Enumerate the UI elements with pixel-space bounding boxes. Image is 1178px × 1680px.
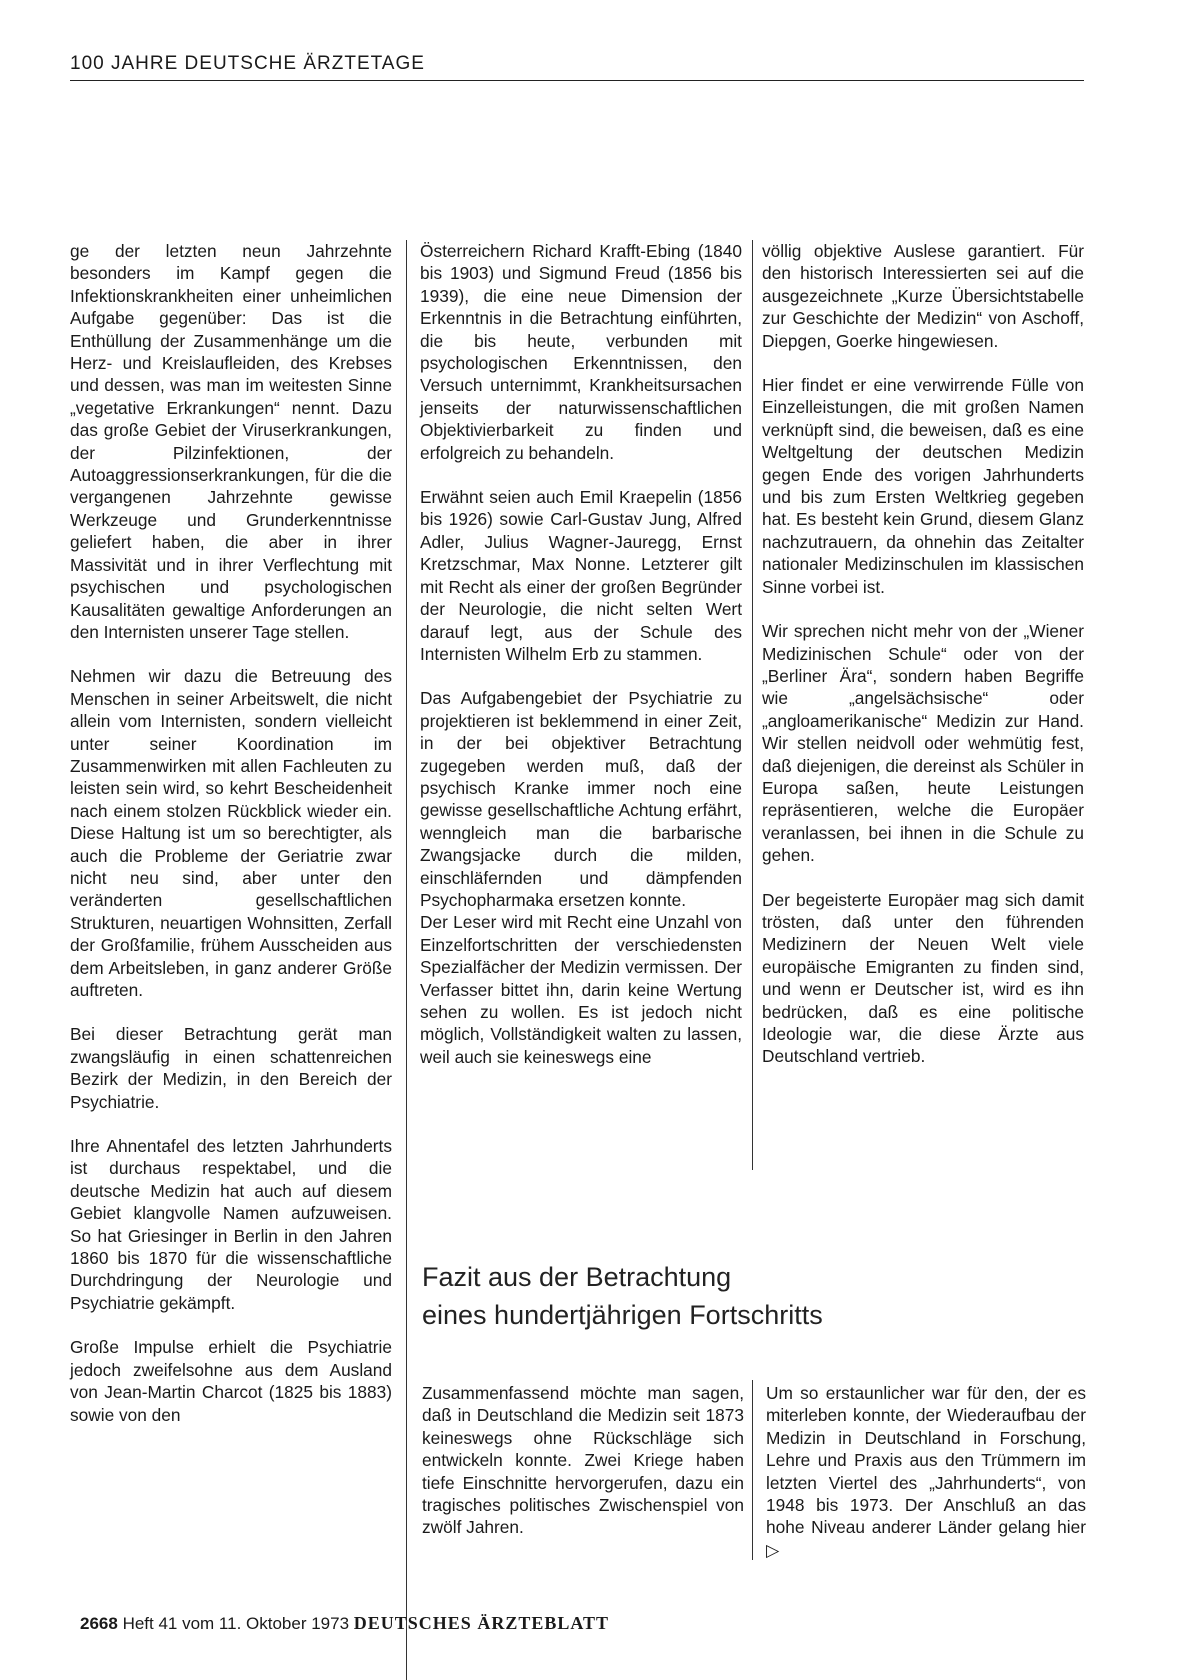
fazit-column-right [766,1382,1086,1583]
header-rule [70,80,1084,81]
paragraph: Bei dieser Betrachtung gerät man zwangsläufig in einen schattenreichen Bezirk der Medizin, in den Bereich der Psychiatrie. [70,1024,392,1112]
fazit-column-left [422,1382,744,1561]
paragraph: Hier findet er eine verwirrende Fülle von Einzelleistungen, die mit großen Namen verknüpft sind, die beweisen, daß es eine Weltgeltung der deutschen Medizin gegen Ende des vorigen Jahrhunderts und bis zum Ersten Weltkrieg gegeben hat. Es besteht kein Grund, diesem Glanz nachzutrauern, da ohnehin das Zeitalter nationaler Medizinschulen im klassischen Sinne vorbei ist. [762,375,1084,597]
column-divider-right [752,240,753,1170]
column-divider-left [406,240,407,1680]
paragraph: Österreichern Richard Krafft-Ebing (1840 bis 1903) und Sigmund Freud (1856 bis 1939), die eine neue Dimension der Erkenntnis in die Betrachtung einführten, die bis heute, verbunden mit psychologischen Erkenntnissen, den Versuch unternimmt, Krankheitsursachen jenseits der naturwissenschaftlichen Objektivierbarkeit zu finden und erfolgreich zu behandeln. [420,241,742,463]
text-column-middle [420,240,742,1090]
section-heading-line: eines hundertjährigen Fortschritts [422,1300,823,1330]
page-footer [80,1612,1080,1635]
section-heading [422,1258,942,1334]
paragraph: Wir sprechen nicht mehr von der „Wiener Medizinischen Schule“ oder von der „Berliner Ära“, sondern haben Begriffe wie „angelsächsische“ oder „angloamerikanische“ Medizin zur Hand. Wir stellen neidvoll oder wehmütig fest, daß diejenigen, die dereinst als Schüler in Europa saßen, heute Leistungen repräsentieren, welche die Europäer veranlassen, bei ihnen in die Schule zu gehen. [762,621,1084,866]
paragraph: Ihre Ahnentafel des letzten Jahrhunderts ist durchaus respektabel, und die deutsche Medizin hat auch auf diesem Gebiet klangvolle Namen aufzuweisen. So hat Griesinger in Berlin in den Jahren 1860 bis 1870 für die wissenschaftliche Durchdringung der Neurologie und Psychiatrie gekämpft. [70,1136,392,1313]
paragraph: Nehmen wir dazu die Betreuung des Menschen in seiner Arbeitswelt, die nicht allein vom Internisten, sondern vielleicht unter seiner Koordination im Zusammenwirken mit allen Fachleuten zu leisten sein wird, so kehrt Bescheidenheit nach einem stolzen Rückblick wieder ein. Diese Haltung ist um so berechtigter, als auch die Probleme der Geriatrie zwar nicht neu sind, aber unter den veränderten gesellschaftlichen Strukturen, neuartigen Wohnsitten, Zerfall der Großfamilie, frühem Ausscheiden aus dem Arbeitsleben, in ganz anderer Größe auftreten. [70,666,392,1000]
paragraph: Erwähnt seien auch Emil Kraepelin (1856 bis 1926) sowie Carl-Gustav Jung, Alfred Adler, Julius Wagner-Jauregg, Ernst Kretzschmar, Max Nonne. Letzterer gilt mit Recht als einer der großen Begründer der Neurologie, die nicht selten Wert darauf legt, aus der Schule des Internisten Wilhelm Erb zu stammen. [420,487,742,664]
paragraph: Das Aufgabengebiet der Psychiatrie zu projektieren ist beklemmend in einer Zeit, in der bei objektiver Betrachtung zugegeben werden muß, daß der psychisch Kranke immer noch eine gewisse gesellschaftliche Achtung erfährt, wenngleich man die barbarische Zwangsjacke durch die milden, einschläfernden und dämpfenden Psychopharmaka ersetzen konnte. [420,688,742,910]
column-divider-fazit [752,1380,753,1560]
paragraph: Um so erstaunlicher war für den, der es miterleben konnte, der Wiederaufbau der Medizin in Deutschland in Forschung, Lehre und Praxis aus den Trümmern im letzten Viertel des „Jahrhunderts“, von 1948 bis 1973. Der Anschluß an das hohe Niveau anderer Länder gelang hier ▷ [766,1383,1086,1560]
paragraph: ge der letzten neun Jahrzehnte besonders im Kampf gegen die Infektionskrankheiten einer unheimlichen Aufgabe gegenüber: Das ist die Enthüllung der Zusammenhänge um die Herz- und Kreislaufleiden, des Krebses und dessen, was man im weitesten Sinne „vegetative Erkrankungen“ nennt. Dazu das große Gebiet der Viruserkrankungen, der Pilzinfektionen, der Autoaggressionserkrankungen, für die die vergangenen Jahrzehnte gewisse Werkzeuge und Grunderkenntnisse geliefert haben, die aber in ihrer Massivität und in ihrer Verflechtung mit psychischen und psychologischen Kausalitäten gewaltige Anforderungen an den Internisten unserer Tage stellen. [70,241,392,642]
running-header: 100 JAHRE DEUTSCHE ÄRZTETAGE [70,53,425,74]
paragraph: Der begeisterte Europäer mag sich damit trösten, daß unter den führenden Medizinern der Neuen Welt viele europäische Emigranten zu finden sind, und wenn er Deutscher ist, wird es ihn bedrücken, daß es eine politische Ideologie war, die diese Ärzte aus Deutschland vertrieb. [762,889,1084,1067]
paragraph: Zusammenfassend möchte man sagen, daß in Deutschland die Medizin seit 1873 keineswegs ohne Rückschläge sich entwickeln konnte. Zwei Kriege haben tiefe Einschnitte hervorgerufen, dazu ein tragisches politisches Zwischenspiel von zwölf Jahren. [422,1383,744,1538]
paragraph: Große Impulse erhielt die Psychiatrie jedoch zweifelsohne aus dem Ausland von Jean-Martin Charcot (1825 bis 1883) sowie von den [70,1337,392,1425]
journal-name: DEUTSCHES ÄRZTEBLATT [353,1613,610,1633]
text-column-right [762,240,1084,1090]
paragraph: Der Leser wird mit Recht eine Unzahl von Einzelfortschritten der verschiedensten Spezialfächer der Medizin vermissen. Der Verfasser bittet ihn, darin keine Wertung sehen zu wollen. Es ist jedoch nicht möglich, Vollständigkeit walten zu lassen, weil auch sie keineswegs eine [420,912,742,1067]
section-heading-line: Fazit aus der Betrachtung [422,1262,732,1292]
issue-info: Heft 41 vom 11. Oktober 1973 [122,1614,350,1633]
paragraph: völlig objektive Auslese garantiert. Für den historisch Interessierten sei auf die ausgezeichnete „Kurze Übersichtstabelle zur Geschichte der Medizin“ von Aschoff, Diepgen, Goerke hingewiesen. [762,241,1084,351]
page-number: 2668 [80,1614,118,1633]
text-column-left [70,240,392,1448]
